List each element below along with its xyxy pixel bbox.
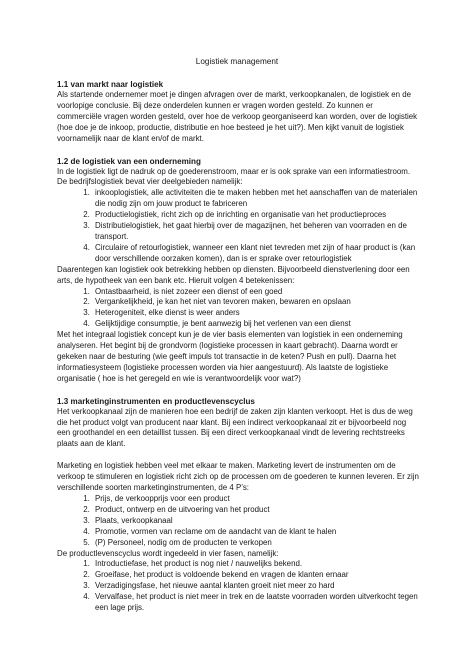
paragraph: De productlevenscyclus wordt ingedeeld in vier fasen, namelijk: <box>57 548 279 558</box>
list-item: 1. Prijs, de verkoopprijs voor een product <box>92 494 419 505</box>
list-item: 3. Verzadigingsfase, het nieuwe aantal klanten groeit niet meer zo hard <box>92 581 419 592</box>
list-item: 4. Gelijktijdige consumptie, je bent aanwezig bij het verlenen van een dienst <box>92 319 419 330</box>
list-item: 2. Groeifase, het product is voldoende bekend en vragen de klanten ernaar <box>92 570 419 581</box>
paragraph: In de logistiek ligt de nadruk op de goederenstroom, maar er is ook sprake van een informatiestroom. De bedrijfslogistiek bevat vier deelgebieden namelijk: <box>57 166 411 187</box>
list-item: 1. Ontastbaarheid, is niet zozeer een dienst of een goed <box>92 287 419 298</box>
list-item: 4. Promotie, vormen van reclame om de aandacht van de klant te halen <box>92 527 419 538</box>
paragraph: Het verkoopkanaal zijn de manieren hoe een bedrijf de zaken zijn klanten verkoopt. Het is dus de weg die het product volgt van producent naar klant. Bij een indirect verkoopkanaal zit er bijvoorbeeld nog een groothandel en een detaillist tussen. Bij een direct verkoopkanaal vindt de levering rechtstreeks plaats aan de klant. <box>57 406 413 449</box>
section-heading: 1.1 van markt naar logistiek <box>57 80 164 89</box>
numbered-list <box>57 494 419 549</box>
paragraph: Daarentegen kan logistiek ook betrekking hebben op diensten. Bijvoorbeeld dienstverlening door een arts, de hypotheek van een bank etc. Hieruit volgen 4 betekenissen: <box>57 264 410 285</box>
section-heading: 1.2 de logistiek van een onderneming <box>57 156 201 166</box>
list-item: 2. Productielogistiek, richt zich op de inrichting en organisatie van het productieproces <box>92 210 419 221</box>
list-item: 4. Vervalfase, het product is niet meer in trek en de laatste voorraden worden uitverkocht tegen een lage prijs. <box>92 592 419 614</box>
list-item: 3. Plaats, verkoopkanaal <box>92 516 419 527</box>
list-item: 2. Product, ontwerp en de uitvoering van het product <box>92 505 419 516</box>
list-item: 3. Distributielogistiek, het gaat hierbij over de magazijnen, het beheren van voorraden en de transport. <box>92 221 419 243</box>
paragraph: Marketing en logistiek hebben veel met elkaar te maken. Marketing levert de instrumenten om de verkoop te stimuleren en logistiek richt zich op de processen om de goederen te kunnen leveren. Er zijn verschillende soorten marketinginstrumenten, de 4 P’s: <box>57 461 419 493</box>
document-body <box>57 79 419 614</box>
numbered-list <box>57 287 419 331</box>
paragraph: Met het integraal logistiek concept kun je de vier basis elementen van logistiek in een onderneming analyseren. Het begint bij de grondvorm (logistieke processen in kaart gebracht). Daarna wordt er gekeken naar de besturing (wie geeft impuls tot transactie in de keten? Push en pull). Daarna het informatiesysteem (logistieke processen worden via hier aangestuurd). Als laatste de logistieke organisatie ( hoe is het geregeld en wie is verantwoordelijk voor wat?) <box>57 330 403 383</box>
section-spacer <box>57 145 419 156</box>
list-item: 1. Introductiefase, het product is nog niet / nauwelijks bekend. <box>92 559 419 570</box>
numbered-list <box>57 559 419 614</box>
section-heading: 1.3 marketinginstrumenten en productlevenscyclus <box>57 396 255 406</box>
section-spacer <box>57 385 419 396</box>
list-item: 5. (P) Personeel, nodig om de producten te verkopen <box>92 538 419 549</box>
list-item: 4. Circulaire of retourlogistiek, wanneer een klant niet tevreden met zijn of haar product is (kan door verschillende oorzaken komen), dan is er sprake over retourlogistiek <box>92 243 419 265</box>
list-item: 2. Vergankelijkheid, je kan het niet van tevoren maken, bewaren en opslaan <box>92 297 419 308</box>
paragraph: Als startende ondernemer moet je dingen afvragen over de markt, verkoopkanalen, de logistiek en de voorlopige conclusie. Bij deze onderdelen kunnen er vragen worden gesteld. Zo kunnen er commerciële vragen worden gesteld, over hoe de verkoop georganiseerd kan worden, over de logistiek (hoe doe je de inkoop, productie, distributie en hoe besteed je het uit?). Men kijkt vanuit de logistiek voornamelijk naar de klant en/of de markt. <box>57 90 418 143</box>
list-item: 1. inkooplogistiek, alle activiteiten die te maken hebben met het aanschaffen van de materialen die nodig zijn om jouw product te fabriceren <box>92 188 419 210</box>
paragraph-spacer <box>57 450 419 461</box>
numbered-list <box>57 188 419 264</box>
list-item: 3. Heterogeniteit, elke dienst is weer anders <box>92 308 419 319</box>
document-title: Logistiek management <box>195 57 279 66</box>
